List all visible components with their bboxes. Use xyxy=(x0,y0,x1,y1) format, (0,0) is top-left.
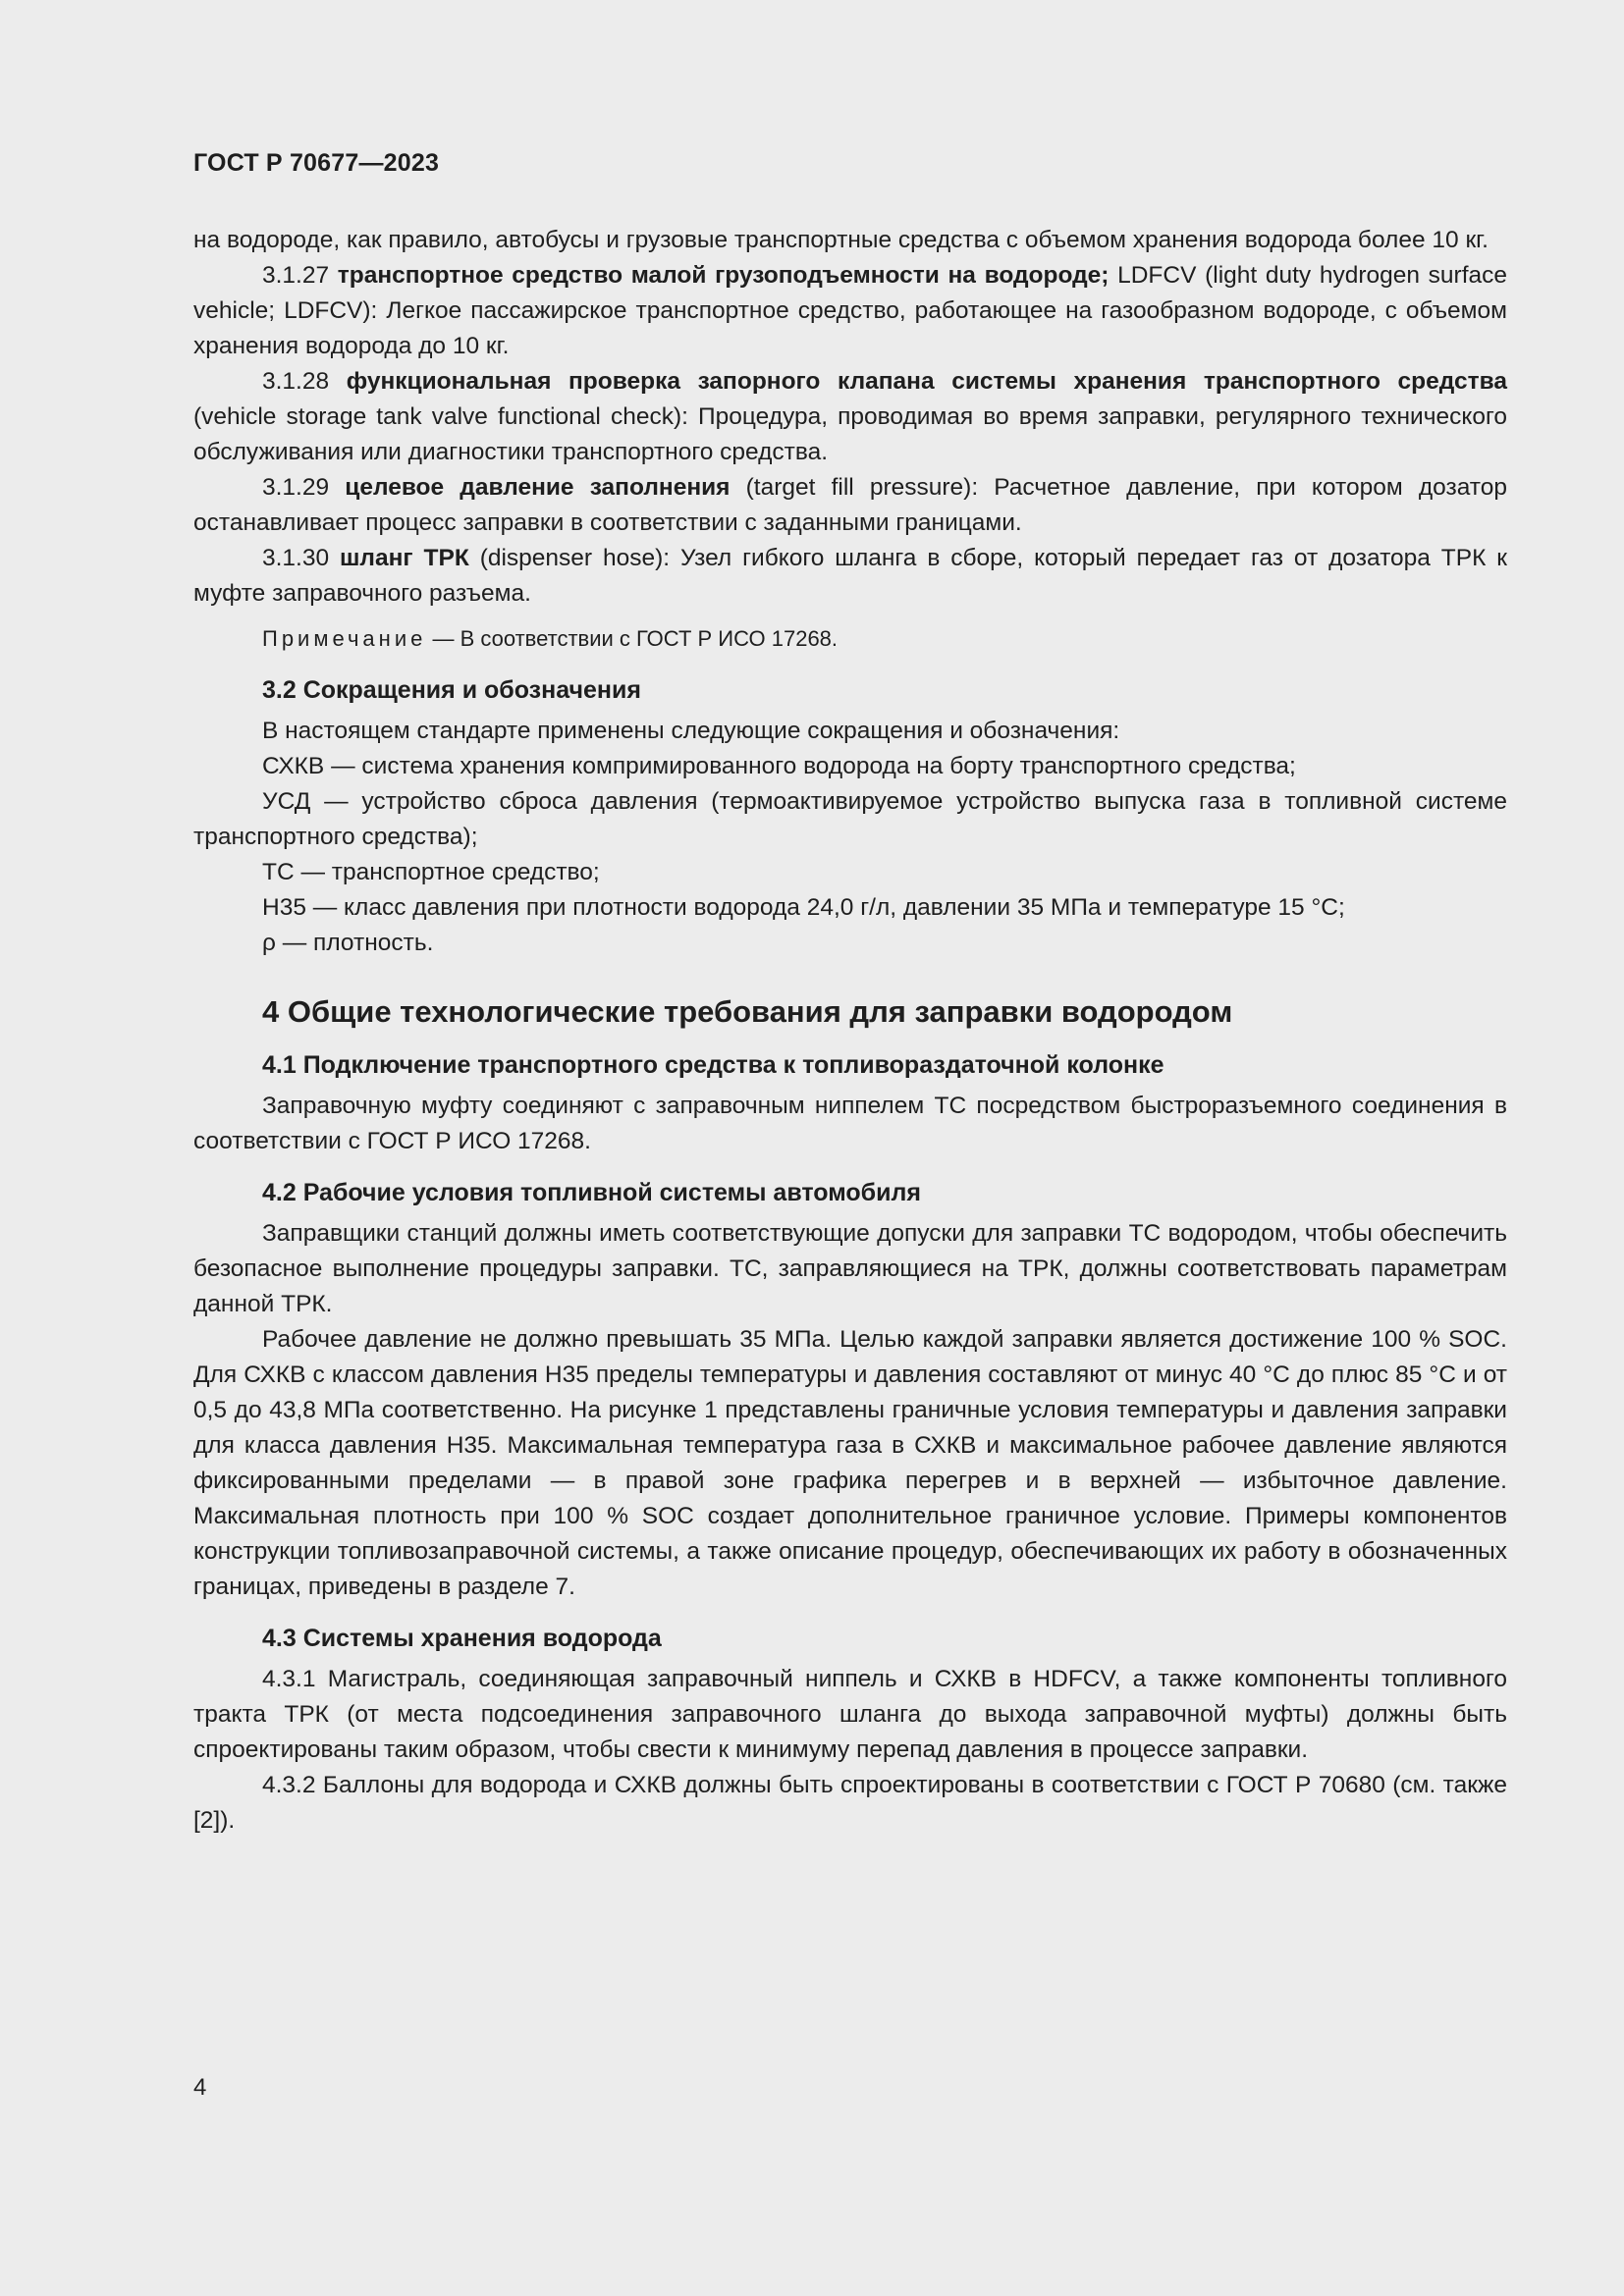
term-3-1-30 xyxy=(193,541,1507,612)
note-text: — В соответствии с ГОСТ Р ИСО 17268. xyxy=(426,626,839,651)
document-body xyxy=(193,223,1507,1839)
abbreviation-item: СХКВ — система хранения компримированного водорода на борту транспортного средства; xyxy=(262,753,1296,779)
section-3-2-heading: 3.2 Сокращения и обозначения xyxy=(262,676,641,704)
term-name: функциональная проверка запорного клапана системы хранения транспортного средства xyxy=(346,368,1507,395)
section-4-heading: 4 Общие технологические требования для заправки водородом xyxy=(262,994,1233,1029)
section-4-3-2-paragraph: 4.3.2 Баллоны для водорода и СХКВ должны быть спроектированы в соответствии с ГОСТ Р 70680 (см. также [2]). xyxy=(193,1772,1507,1834)
term-name: целевое давление заполнения xyxy=(345,474,731,501)
section-4-1-paragraph: Заправочную муфту соединяют с заправочным ниппелем ТС посредством быстроразъемного соединения в соответствии с ГОСТ Р ИСО 17268. xyxy=(193,1093,1507,1154)
term-number: 3.1.30 xyxy=(262,545,341,571)
term-definition: LDFCV (light duty hydrogen surface vehicle; LDFCV): Легкое пассажирское транспортное средство, работающее на газообразном водороде, с объемом хранения водорода до 10 кг. xyxy=(193,262,1507,359)
term-number: 3.1.28 xyxy=(262,368,347,395)
abbreviation-item: H35 — класс давления при плотности водорода 24,0 г/л, давлении 35 МПа и температуре 15 °С; xyxy=(262,894,1345,921)
term-definition: (target fill pressure): Расчетное давление, при котором дозатор останавливает процесс заправки в соответствии с заданными границами. xyxy=(193,474,1507,536)
note-label: Примечание xyxy=(262,626,427,651)
term-3-1-29 xyxy=(193,470,1507,541)
abbreviation-item: ρ — плотность. xyxy=(262,930,434,956)
term-definition: (dispenser hose): Узел гибкого шланга в сборе, который передает газ от дозатора ТРК к муфте заправочного разъема. xyxy=(193,545,1507,607)
document-header: ГОСТ Р 70677—2023 xyxy=(193,149,440,177)
section-4-3-1-paragraph: 4.3.1 Магистраль, соединяющая заправочный ниппель и СХКВ в HDFCV, а также компоненты топливного тракта ТРК (от места подсоединения заправочного шланга до выхода заправочной муфты) должны быть спроектированы таким образом, чтобы свести к минимуму перепад давления в процессе заправки. xyxy=(193,1666,1507,1763)
term-name: шланг ТРК xyxy=(340,545,469,571)
section-4-1-heading: 4.1 Подключение транспортного средства к топливораздаточной колонке xyxy=(262,1051,1164,1079)
term-number: 3.1.27 xyxy=(262,262,338,289)
section-4-3-heading: 4.3 Системы хранения водорода xyxy=(262,1625,662,1652)
abbreviations-intro: В настоящем стандарте применены следующие сокращения и обозначения: xyxy=(262,718,1120,744)
term-definition: (vehicle storage tank valve functional check): Процедура, проводимая во время заправки, регулярного технического обслуживания или диагностики транспортного средства. xyxy=(193,403,1507,465)
term-number: 3.1.29 xyxy=(262,474,346,501)
abbreviation-item: ТС — транспортное средство; xyxy=(262,859,600,885)
term-continuation: на водороде, как правило, автобусы и грузовые транспортные средства с объемом хранения водорода более 10 кг. xyxy=(193,227,1489,253)
section-4-2-heading: 4.2 Рабочие условия топливной системы автомобиля xyxy=(262,1179,921,1206)
section-4-2-paragraph: Рабочее давление не должно превышать 35 МПа. Целью каждой заправки является достижение 100 % SOC. Для СХКВ с классом давления H35 пределы температуры и давления составляют от минус 40 °С до плюс 85 °С и от 0,5 до 43,8 МПа соответственно. На рисунке 1 представлены граничные условия температуры и давления заправки для класса давления H35. Максимальная температура газа в СХКВ и максимальное рабочее давление являются фиксированными пределами — в правой зоне графика перегрев и в верхней — избыточное давление. Максимальная плотность при 100 % SOC создает дополнительное граничное условие. Примеры компонентов конструкции топливозаправочной системы, а также описание процедур, обеспечивающих их работу в обозначенных границах, приведены в разделе 7. xyxy=(193,1326,1507,1600)
term-3-1-27 xyxy=(193,258,1507,364)
note xyxy=(193,621,1507,657)
page-number: 4 xyxy=(193,2074,207,2101)
section-4-2-paragraph: Заправщики станций должны иметь соответствующие допуски для заправки ТС водородом, чтобы обеспечить безопасное выполнение процедуры заправки. ТС, заправляющиеся на ТРК, должны соответствовать параметрам данной ТРК. xyxy=(193,1220,1507,1317)
abbreviation-item: УСД — устройство сброса давления (термоактивируемое устройство выпуска газа в топливной системе транспортного средства); xyxy=(193,788,1507,850)
term-name: транспортное средство малой грузоподъемности на водороде; xyxy=(337,262,1110,289)
term-3-1-28 xyxy=(193,364,1507,470)
